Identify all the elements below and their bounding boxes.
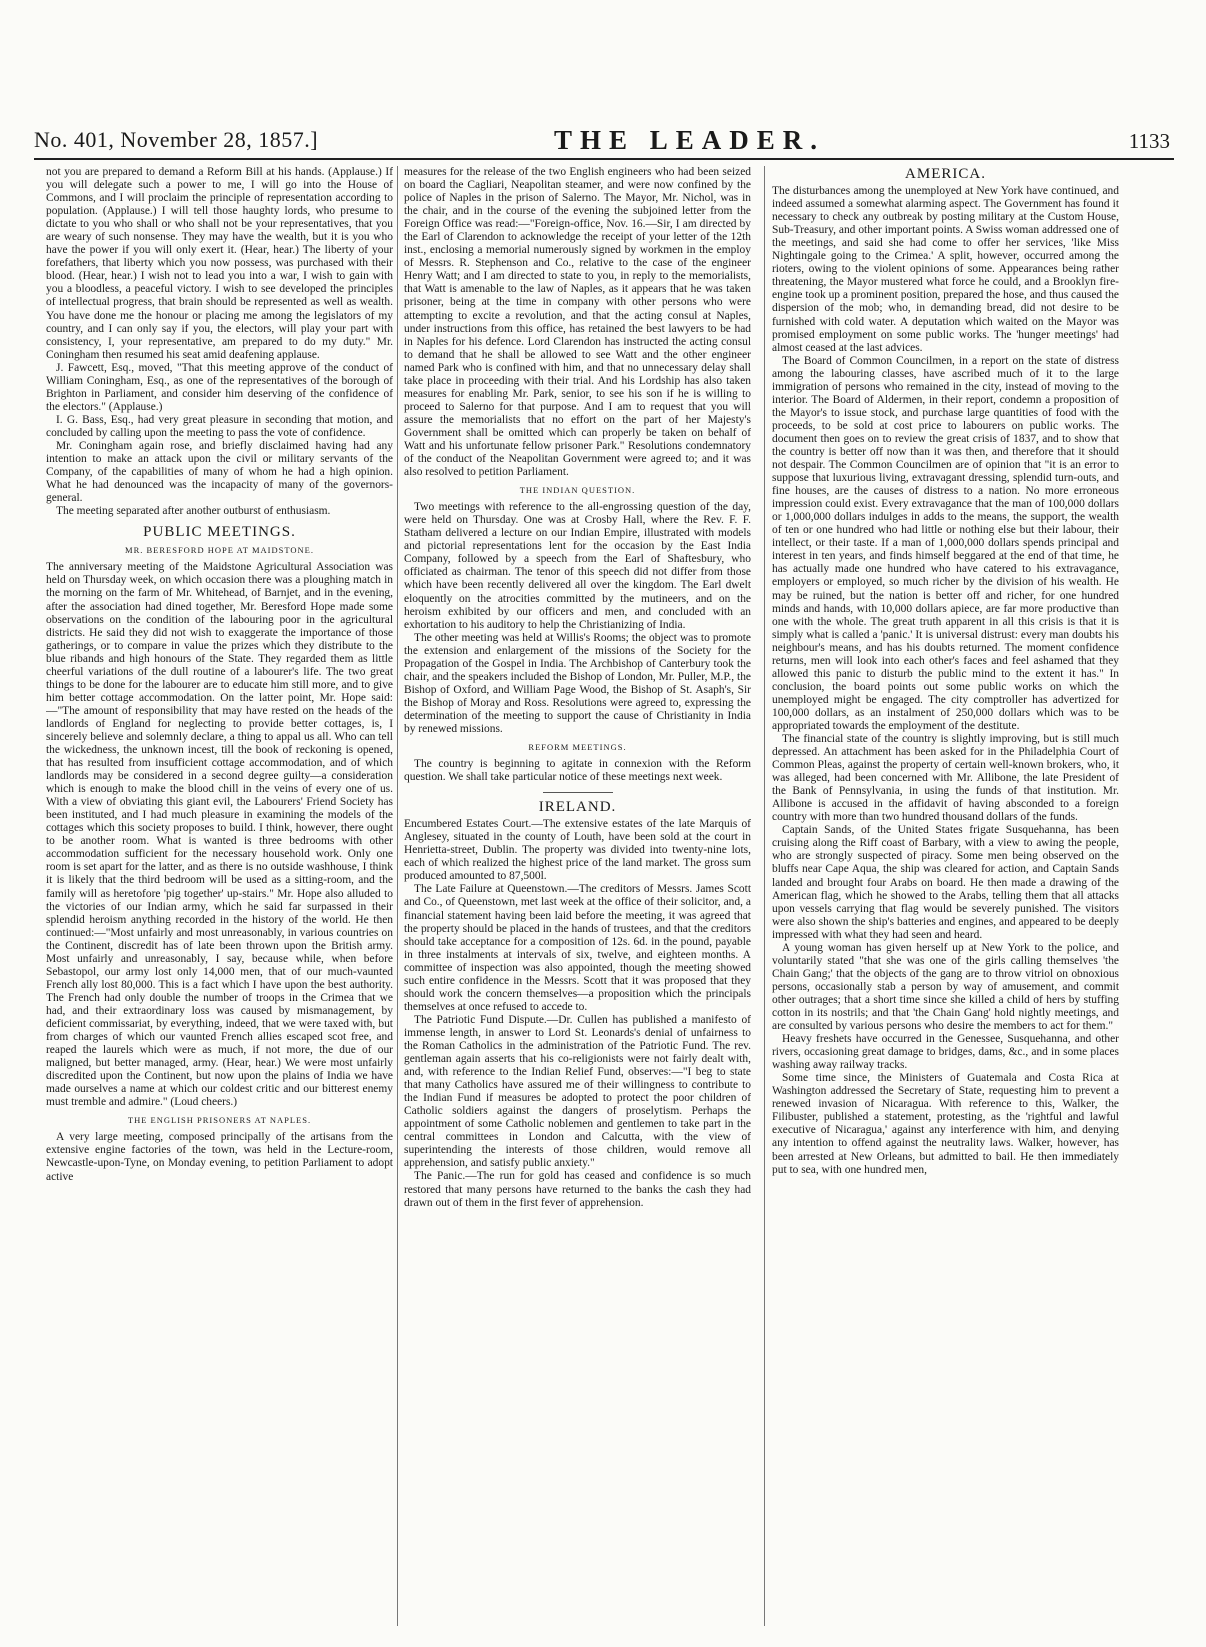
paragraph: Two meetings with reference to the all-engrossing question of the day, were held on Thursday. One was at Crosby Hall, where the Rev. F. F. Statham delivered a lecture on our Indian Empire, illustrated with models and pictorial representations lent for the occasion by the East India Company, followed by a speech from the Earl of Shaftesbury, who officiated as chairman. The tenor of this speech did not differ from those which have been recently delivered all over the kingdom. The Earl dwelt eloquently on the atrocities committed by the mutineers, and on the heroism exhibited by our officers and men, and concluded with an exhortation to his auditory to help the Christianizing of India. [404,501,751,631]
paragraph: The Board of Common Councilmen, in a report on the state of distress among the labouring classes, have ascribed much of it to the large immigration of persons who remained in the city, instead of moving to the interior. The Board of Aldermen, in their report, condemn a proposition of the Mayor's to issue stock, and purchase large quantities of food with the proceeds, to be sold at cost price to labourers on public works. The document then goes on to review the great crisis of 1837, and to show that the country is better off now than it was then, and therefore that it should not despair. The Common Councilmen are of opinion that "it is an error to suppose that luxurious living, extravagant dressing, splendid turn-outs, and fine houses, are the causes of distress to a nation. No more erroneous impression could exist. Every extravagance that the man of 100,000 dollars or 1,000,000 dollars indulges in adds to the means, the support, the wealth of ten or one hundred who had little or nothing else but their labour, their intellect, or their taste. If a man of 1,000,000 dollars spends principal and interest in ten years, and finds himself beggared at the end of that time, he has actually made one hundred who have catered to his extravagance, employers or employed, so much richer by the division of his wealth. He may be ruined, but the nation is better off and richer, for one hundred minds and hands, with 10,000 dollars apiece, are far more productive than one with the whole. The great truth apparent in all this crisis is that it is simply what is called a 'panic.' It is universal distrust: every man doubts his neighbour's means, and has his doubts returned. The moment confidence returns, men will look into each other's faces and feel ashamed that they allowed this panic to disturb the public mind to the extent it has." In conclusion, the board points out some public works on which the unemployed might be engaged. The city comptroller has advertized for 100,000 dollars, as an instalment of 250,000 dollars which was to be appropriated towards the employment of the destitute. [772,354,1119,732]
masthead [34,127,1184,161]
paragraph: The Late Failure at Queenstown.—The creditors of Messrs. James Scott and Co., of Queenstown, met last week at the office of their solicitor, and, a financial statement having been laid before the meeting, it was agreed that the property should be placed in the hands of trustees, and that the creditors should take acceptance for a composition of 12s. 6d. in the pound, payable in three instalments at intervals of six, twelve, and eighteen months. A committee of inspection was also appointed, though the meeting showed such entire confidence in the Messrs. Scott that it was proposed that they should work the concern themselves—a proposition which the principals themselves at once refused to accede to. [404,883,751,1013]
paragraph: The disturbances among the unemployed at New York have continued, and indeed assumed a somewhat alarming aspect. The Government has found it necessary to check any outbreak by posting military at the Custom House, Sub-Treasury, and other important points. A Swiss woman addressed one of the meetings, and said she had come to offer her services, 'like Miss Nightingale going to the Crimea.' A split, however, occurred among the rioters, owing to the violent opinions of some. Appearances being rather threatening, the Mayor mustered what force he could, and a Brooklyn fire-engine took up a prominent position, prepared the hose, and thus caused the dispersion of the mob; who, in demanding bread, did not desire to be furnished with cold water. A deputation which waited on the Mayor was promised employment on some public works. The 'hunger meetings' had almost ceased at the last advices. [772,185,1119,354]
section-heading-ireland: IRELAND. [538,799,617,816]
issue-line: No. 401, November 28, 1857.] [34,127,319,152]
paragraph: The country is beginning to agitate in connexion with the Reform question. We shall take particular notice of these meetings next week. [404,758,751,784]
section-rule [543,792,613,793]
subheading-english-prisoners: THE ENGLISH PRISONERS AT NAPLES. [127,1115,312,1126]
column-divider [397,166,398,1626]
paragraph: The meeting separated after another outburst of enthusiasm. [56,505,331,518]
paragraph: J. Fawcett, Esq., moved, "That this meeting approve of the conduct of William Coningham, Esq., as one of the representatives of the borough of Brighton in Parliament, and consider him deserving of the confidence of the electors." (Applause.) [46,361,393,413]
column-divider [764,166,765,1626]
header-rule [34,158,1174,160]
paragraph: Encumbered Estates Court.—The extensive estates of the late Marquis of Anglesey, situated in the county of Louth, have been sold at the court in Henrietta-street, Dublin. The property was divided into twenty-nine lots, each of which realized the highest price of the land market. The gross sum produced amounted to 87,500l. [404,818,751,883]
paragraph: Mr. Coningham again rose, and briefly disclaimed having had any intention to make an attack upon the civil or military servants of the Company, of the capabilities of many of whom he had a high opinion. What he had denounced was the incapacity of many of the governors-general. [46,439,393,505]
column-1 [46,166,393,1631]
column-2 [404,166,751,1631]
paragraph: The Patriotic Fund Dispute.—Dr. Cullen has published a manifesto of immense length, in answer to Lord St. Leonards's denial of unfairness to the Roman Catholics in the administration of the Patriotic Fund. The rev. gentleman again asserts that his co-religionists were not fairly dealt with, and, with reference to the Indian Relief Fund, observes:—"I beg to state that many Catholics have assured me of their willingness to contribute to the Indian Fund if measures be adopted to protect the poor children of Catholic soldiers against the dangers of proselytism. Perhaps the appointment of some Catholic noblemen and gentlemen to take part in the central committees in London and Calcutta, with the view of superintending the interests of those children, would remove all apprehension, and satisfy public anxiety." [404,1013,751,1170]
paragraph: A very large meeting, composed principally of the artisans from the extensive engine factories of the town, was held in the Lecture-room, Newcastle-upon-Tyne, on Monday evening, to petition Parliament to adopt active [46,1131,393,1183]
subheading-indian-question: THE INDIAN QUESTION. [519,485,636,496]
subheading-beresford-hope: MR. BERESFORD HOPE AT MAIDSTONE. [125,545,314,556]
paragraph: The Panic.—The run for gold has ceased and confidence is so much restored that many persons have returned to the banks the cash they had drawn out of them in the first fever of apprehension. [404,1170,751,1209]
section-heading-america: AMERICA. [905,166,986,182]
paragraph: Captain Sands, of the United States frigate Susquehanna, has been cruising along the Riff coast of Barbary, with a view to awing the people, who are strongly suspected of piracy. Some men being observed on the bluffs near Cape Aqua, the ship was cleared for action, and Captain Sands landed and brought four Arabs on board. He then made a drawing of the American flag, which he showed to the Arabs, telling them that all attacks upon vessels carrying that flag would be severely punished. The visitors were also shown the ship's batteries and engines, and appeared to be deeply impressed with what they had seen and heard. [772,824,1119,941]
page-number: 1133 [1128,129,1170,153]
paragraph: I. G. Bass, Esq., had very great pleasure in seconding that motion, and concluded by calling upon the meeting to pass the vote of confidence. [46,413,393,439]
paragraph: The anniversary meeting of the Maidstone Agricultural Association was held on Thursday week, on which occasion there was a ploughing match in the morning on the farm of Mr. Whitehead, of Barnjet, and in the evening, after the association had dined together, Mr. Beresford Hope made some observations on the condition of the labouring poor in the agricultural districts. He said they did not wish to exaggerate the importance of those gatherings, or to compare in value the prizes which they distribute to the blue ribands and high honours of the State. They regarded them as little cheerful variations of the dull routine of a labourer's life. The two great things to be done for the labourer are to educate him still more, and to give him better cottage accommodation. On the latter point, Mr. Hope said:—"The amount of responsibility that may have rested on the heads of the landlords of England for neglecting to provide better cottages, is, I sincerely believe and solemnly declare, a thing to appal us all. Who can tell the wickedness, the unknown incest, till the book of reckoning is opened, that has resulted from insufficient cottage accommodation, and of which landlords may be considered in a second degree guilty—a consideration which is enough to make the blood chill in the veins of every one of us. With a view of obviating this giant evil, the Labourers' Friend Society has been instituted, and I had much pleasure in examining the models of the cottages which this society proposes to build. I think, however, there ought to be another room. What is wanted is three bedrooms with other accommodation sufficient for the necessary household work. Only one room is set apart for the latter, and as there is no outside washhouse, I think it is likely that the third bedroom will be used as a sitting-room, and the family will as heretofore 'pig together' up-stairs." Mr. Hope also alluded to the victories of our Indian army, which he said far surpassed in their splendid heroism anything recorded in the history of the world. He then continued:—"Most unfairly and most unreasonably, in various countries on the Continent, discredit has of late been thrown upon the British army. Most unfairly and unreasonably, I say, because while, when before Sebastopol, our army lost only 14,000 men, that of our much-vaunted French ally lost 80,000. This is a fact which I have upon the best authority. The French had only double the number of troops in the Crimea that we had, and their extraordinary loss was caused by mismanagement, by deficient commissariat, by everything, indeed, that we were taxed with, but from charges of which our vaunted French allies escaped scot free, and reaped the laurels which were as much, if not more, the due of our maligned, but better managed, army. (Hear, hear.) We were most unfairly discredited upon the Continent, but now upon the plains of India we have made ourselves a name at which our coldest critic and our bitterest enemy must tremble and admire." (Loud cheers.) [46,561,393,1109]
column-3 [772,166,1119,1631]
paragraph: A young woman has given herself up at New York to the police, and voluntarily stated "that she was one of the girls calling themselves 'the Chain Gang;' that the objects of the gang are to throw vitriol on obnoxious persons, occasionally stab a person by way of amusement, and commit other outrages; that a short time since she killed a child of hers by stuffing cotton in its nostrils; and that 'the Chain Gang' hold nightly meetings, and are consulted by various persons who desire the members to act for them." [772,941,1119,1033]
newspaper-title: THE LEADER. [554,125,826,155]
paragraph: not you are prepared to demand a Reform Bill at his hands. (Applause.) If you will delegate such a power to me, I will go into the House of Commons, and I will proclaim the principle of representation according to population. (Applause.) I will tell those haughty lords, who presume to dictate to you who shall or who shall not be your representatives, that you are weary of such nonsense. They may have the wealth, but it is you who have the power if you will only exert it. (Hear, hear.) The liberty of your forefathers, that liberty which you now possess, was purchased with their blood. (Hear, hear.) I wish not to lead you into a war, I wish to gain with you a bloodless, a peaceful victory. I wish to see developed the principles of intellectual progress, that brain should be represented as well as wealth. You have done me the honour or placing me among the legislators of my country, and I can only say if you, the electors, will play your part with consistency, I, your representative, am prepared to do my duty." Mr. Coningham then resumed his seat amid deafening applause. [46,166,393,361]
section-heading-public-meetings: PUBLIC MEETINGS. [143,524,296,541]
paragraph: Heavy freshets have occurred in the Genessee, Susquehanna, and other rivers, occasioning great damage to bridges, dams, &c., and in some places washing away railway tracks. [772,1033,1119,1072]
paragraph: The other meeting was held at Willis's Rooms; the object was to promote the extension and enlargement of the missions of the Society for the Propagation of the Gospel in India. The Archbishop of Canterbury took the chair, and the speakers included the Bishop of London, Mr. Puller, M.P., the Bishop of Oxford, and William Page Wood, the Bishop of St. Asaph's, Sir the Bishop of Moray and Ross. Resolutions were agreed to, expressing the determination of the meeting to support the cause of Christianity in India by renewed missions. [404,631,751,735]
paragraph: measures for the release of the two English engineers who had been seized on board the Cagliari, Neapolitan steamer, and were now confined by the police of Naples in the prison of Salerno. The Mayor, Mr. Nichol, was in the chair, and in the course of the evening the subjoined letter from the Foreign Office was read:—"Foreign-office, Nov. 16.—Sir, I am directed by the Earl of Clarendon to acknowledge the receipt of your letter of the 12th inst., enclosing a memorial numerously signed by workmen in the employ of Messrs. R. Stephenson and Co., relative to the case of the engineer Henry Watt; and I am directed to state to you, in reply to the memorialists, that Watt is amenable to the law of Naples, as it appears that he was taken prisoner, being at the time in company with other persons who were attempting to excite a revolution, and that the acting consul at Naples, under instructions from this office, has retained the best lawyers to be had in Naples for his defence. Lord Clarendon has instructed the acting consul to demand that he shall be allowed to see Watt and the other engineer named Park who is confined with him, and that no unnecessary delay shall take place in proceeding with their trial. And his Lordship has also taken measures for enabling Mr. Park, senior, to see his son if he is willing to proceed to Salerno for that purpose. And I am to request that you will assure the memorialists that no effort on the part of her Majesty's Government shall be omitted which can properly be taken on behalf of Watt and his unfortunate fellow prisoner Park." Resolutions condemnatory of the conduct of the Neapolitan Government were agreed to; and it was also resolved to petition Parliament. [404,166,751,479]
paragraph: Some time since, the Ministers of Guatemala and Costa Rica at Washington addressed the Secretary of State, requesting him to prevent a renewed invasion of Nicaragua. With reference to this, Walker, the Filibuster, published a statement, protesting, as the 'rightful and lawful executive of Nicaragua,' against any interference with him, and denying any intention to offend against the neutrality laws. Walker, however, has been arrested at New Orleans, but admitted to bail. He then immediately put to sea, with one hundred men, [772,1072,1119,1176]
paragraph: The financial state of the country is slightly improving, but is still much depressed. An attachment has been asked for in the Philadelphia Court of Common Pleas, against the property of certain well-known brokers, who, it was alleged, had been concerned with Mr. Allibone, the late President of the Bank of Pennsylvania, in using the funds of that institution. Mr. Allibone is accused in the affidavit of having absconded to a foreign country with more than two hundred thousand dollars of the funds. [772,733,1119,824]
subheading-reform-meetings: REFORM MEETINGS. [528,742,627,753]
